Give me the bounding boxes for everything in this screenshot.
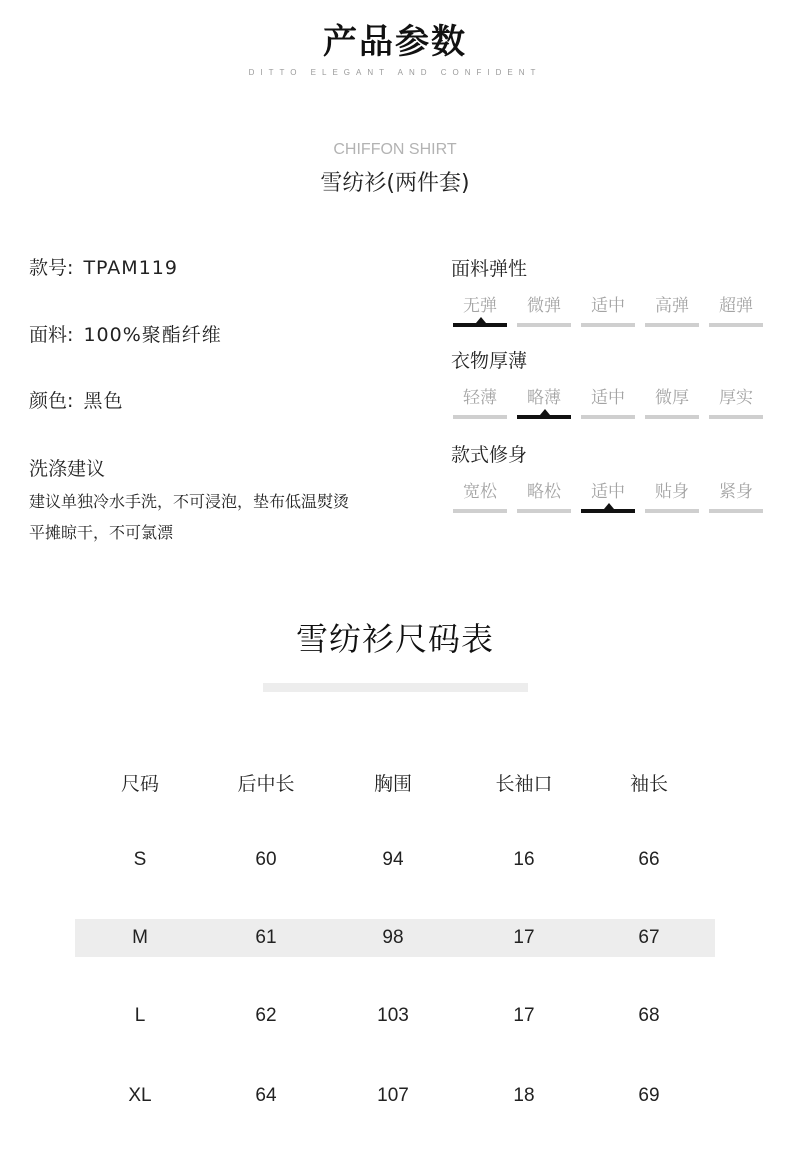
fabric-row bbox=[29, 320, 222, 347]
option-label: 适中 bbox=[591, 388, 625, 408]
option-bar bbox=[581, 323, 635, 327]
option-bar bbox=[517, 323, 571, 327]
size-table bbox=[75, 760, 715, 1115]
table-cell: S bbox=[133, 849, 147, 870]
table-cell: 107 bbox=[377, 1085, 409, 1106]
style-number-value: TPAM119 bbox=[83, 257, 178, 279]
column-header: 尺码 bbox=[120, 773, 160, 795]
option-label: 贴身 bbox=[655, 482, 689, 502]
table-row bbox=[75, 997, 715, 1035]
option-label: 微弹 bbox=[527, 296, 561, 316]
option-bar bbox=[645, 509, 699, 513]
title-divider bbox=[263, 683, 528, 692]
option-bar bbox=[581, 415, 635, 419]
elasticity-option bbox=[581, 293, 635, 319]
fit-option bbox=[709, 479, 763, 505]
fit-option bbox=[645, 479, 699, 505]
option-label: 高弹 bbox=[655, 296, 689, 316]
elasticity-option bbox=[517, 293, 571, 319]
column-header: 胸围 bbox=[373, 773, 413, 795]
option-label: 轻薄 bbox=[463, 388, 497, 408]
fit-option bbox=[581, 479, 635, 505]
table-cell: 66 bbox=[638, 849, 660, 870]
option-label: 厚实 bbox=[719, 388, 753, 408]
fabric-value: 100%聚酯纤维 bbox=[83, 324, 222, 346]
elasticity-option bbox=[453, 293, 507, 319]
table-cell: 67 bbox=[638, 927, 660, 948]
thickness-option bbox=[709, 385, 763, 411]
table-row bbox=[75, 841, 715, 879]
thickness-scale bbox=[453, 385, 765, 425]
option-label: 适中 bbox=[591, 482, 625, 502]
option-label: 适中 bbox=[591, 296, 625, 316]
option-bar bbox=[645, 323, 699, 327]
option-label: 略薄 bbox=[527, 388, 561, 408]
table-cell: 18 bbox=[513, 1085, 535, 1106]
table-row bbox=[75, 919, 715, 957]
table-cell: M bbox=[132, 927, 148, 948]
product-name-cn: 雪纺衫(两件套) bbox=[320, 171, 470, 196]
table-cell: 61 bbox=[255, 927, 277, 948]
table-cell: XL bbox=[128, 1085, 152, 1106]
table-cell: 68 bbox=[638, 1005, 660, 1026]
care-title: 洗涤建议 bbox=[29, 458, 106, 480]
thickness-option bbox=[645, 385, 699, 411]
option-bar bbox=[645, 415, 699, 419]
fit-option bbox=[453, 479, 507, 505]
option-label: 宽松 bbox=[463, 482, 497, 502]
product-name-en: CHIFFON SHIRT bbox=[333, 141, 457, 158]
fabric-label: 面料: bbox=[29, 324, 74, 346]
table-cell: 60 bbox=[255, 849, 277, 870]
table-cell: L bbox=[134, 1005, 146, 1026]
table-cell: 94 bbox=[382, 849, 404, 870]
table-cell: 69 bbox=[638, 1085, 660, 1106]
option-bar bbox=[517, 509, 571, 513]
table-cell: 17 bbox=[513, 927, 535, 948]
attr-title-elasticity: 面料弹性 bbox=[451, 258, 528, 280]
table-cell: 103 bbox=[377, 1005, 409, 1026]
style-number-label: 款号: bbox=[29, 257, 74, 279]
fit-option bbox=[517, 479, 571, 505]
option-bar bbox=[517, 415, 571, 419]
thickness-option bbox=[453, 385, 507, 411]
option-label: 超弹 bbox=[719, 296, 753, 316]
table-row bbox=[75, 1077, 715, 1115]
table-cell: 64 bbox=[255, 1085, 277, 1106]
style-number-row bbox=[29, 253, 178, 280]
color-label: 颜色: bbox=[29, 390, 74, 412]
elasticity-scale bbox=[453, 293, 765, 333]
table-cell: 16 bbox=[513, 849, 535, 870]
table-cell: 62 bbox=[255, 1005, 277, 1026]
option-label: 微厚 bbox=[655, 388, 689, 408]
table-header-row bbox=[75, 765, 715, 803]
care-line-1: 建议单独冷水手洗，不可浸泡，垫布低温熨烫 bbox=[29, 492, 350, 511]
thickness-option bbox=[517, 385, 571, 411]
option-label: 紧身 bbox=[719, 482, 753, 502]
option-bar bbox=[453, 509, 507, 513]
brand-tagline: DITTO ELEGANT AND CONFIDENT bbox=[248, 68, 542, 77]
page-title: 产品参数 bbox=[323, 22, 467, 62]
table-cell: 17 bbox=[513, 1005, 535, 1026]
color-value: 黑色 bbox=[83, 390, 124, 412]
attr-title-thickness: 衣物厚薄 bbox=[451, 350, 528, 372]
option-bar bbox=[709, 415, 763, 419]
option-label: 略松 bbox=[527, 482, 561, 502]
thickness-option bbox=[581, 385, 635, 411]
table-cell: 98 bbox=[382, 927, 404, 948]
fit-scale bbox=[453, 479, 765, 519]
attr-title-fit: 款式修身 bbox=[451, 444, 528, 466]
color-row bbox=[29, 386, 123, 413]
column-header: 袖长 bbox=[629, 773, 669, 795]
option-bar bbox=[709, 509, 763, 513]
option-label: 无弹 bbox=[463, 296, 497, 316]
column-header: 长袖口 bbox=[495, 773, 553, 795]
care-line-2: 平摊晾干，不可氯漂 bbox=[29, 523, 174, 542]
option-bar bbox=[453, 323, 507, 327]
option-bar bbox=[581, 509, 635, 513]
elasticity-option bbox=[709, 293, 763, 319]
column-header: 后中长 bbox=[237, 773, 295, 795]
option-bar bbox=[709, 323, 763, 327]
option-bar bbox=[453, 415, 507, 419]
elasticity-option bbox=[645, 293, 699, 319]
size-chart-title: 雪纺衫尺码表 bbox=[295, 620, 494, 658]
